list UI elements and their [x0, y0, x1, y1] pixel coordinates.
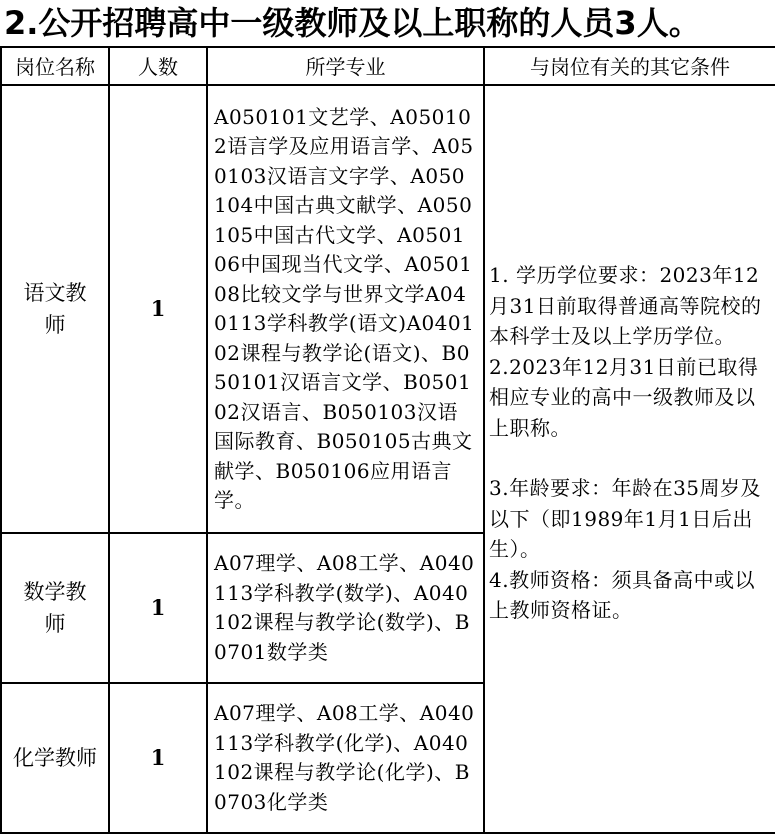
post-major: A07理学、A08工学、A040113学科教学(数学)、A040102课程与教学论(数学)、B0701数学类: [207, 533, 484, 683]
post-conditions: [484, 85, 775, 833]
table-row: [1, 85, 775, 533]
condition-item: 2.2023年12月31日前已取得相应专业的高中一级教师及以上职称。: [489, 354, 759, 440]
condition-item: 1. 学历学位要求：2023年12月31日前取得普通高等院校的本科学士及以上学历学位。: [489, 263, 762, 348]
recruitment-table: [0, 46, 775, 834]
post-major: A050101文艺学、A050102语言学及应用语言学、A050103汉语言文字学、A050104中国古典文献学、A050105中国古代文学、A050106中国现当代文学、A050108比较文学与世界文学A040113学科教学(语文)A040102课程与教学论(语文)、B050101汉语言文学、B050102汉语言、B050103汉语国际教育、B050105古典文献学、B050106应用语言学。: [207, 85, 484, 533]
post-count: 1: [109, 533, 207, 683]
post-count: 1: [109, 85, 207, 533]
header-count: 人数: [109, 47, 207, 85]
post-major: A07理学、A08工学、A040113学科教学(化学)、A040102课程与教学论(化学)、B0703化学类: [207, 683, 484, 833]
post-name: 数学教师: [1, 533, 109, 683]
condition-item: 3.年龄要求：年龄在35周岁及以下（即1989年1月1日后出生）。: [489, 476, 762, 561]
header-conditions: 与岗位有关的其它条件: [484, 47, 775, 85]
header-major: 所学专业: [207, 47, 484, 85]
condition-item: 4.教师资格：须具备高中或以上教师资格证。: [489, 567, 756, 622]
header-post: 岗位名称: [1, 47, 109, 85]
post-name: 化学教师: [1, 683, 109, 833]
post-count: 1: [109, 683, 207, 833]
post-name: 语文教师: [1, 85, 109, 533]
table-header-row: [1, 47, 775, 85]
page-title: 2.公开招聘高中一级教师及以上职称的人员3人。: [4, 4, 701, 42]
